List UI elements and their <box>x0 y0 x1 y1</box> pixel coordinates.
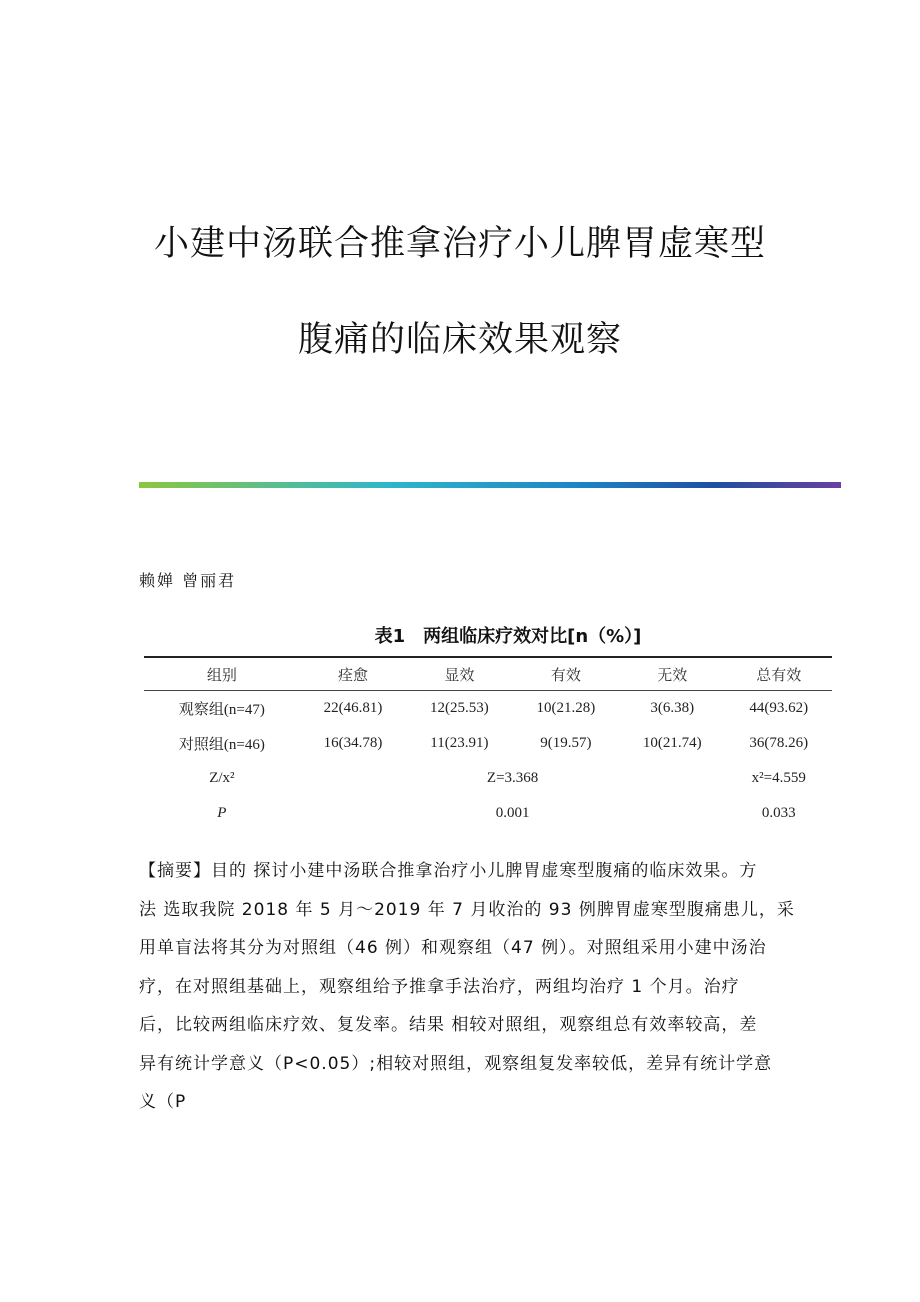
authors: 赖婵 曾丽君 <box>139 571 237 590</box>
efficacy-table <box>144 622 832 831</box>
table-cell: 9(19.57) <box>540 735 592 751</box>
abstract-line: 用单盲法将其分为对照组（46 例）和观察组（47 例）。对照组采用小建中汤治 <box>139 938 767 958</box>
abstract-line: 后，比较两组临床疗效、复发率。结果 相较对照组，观察组总有效率较高，差 <box>139 1015 758 1035</box>
stat-label: Z/x² <box>209 770 235 786</box>
table-cell: 10(21.74) <box>642 735 702 751</box>
stat-x2: x²=4.559 <box>751 770 806 786</box>
table-cell: 36(78.26) <box>749 735 809 751</box>
table-cell: 观察组(n=47) <box>178 702 265 718</box>
table-row <box>144 726 832 761</box>
table-caption: 表1 两组临床疗效对比[n（%）] <box>374 626 642 647</box>
table-cell: 对照组(n=46) <box>178 737 265 753</box>
p-value-2: 0.033 <box>761 805 796 821</box>
abstract-line: 【摘要】目的 探讨小建中汤联合推拿治疗小儿脾胃虚寒型腹痛的临床效果。方 <box>139 861 758 881</box>
header-effective: 有效 <box>550 667 581 684</box>
table-stat-row <box>144 761 832 796</box>
abstract-line: 义（P <box>139 1092 187 1112</box>
header-group: 组别 <box>206 667 237 684</box>
p-value-1: 0.001 <box>495 805 530 821</box>
gradient-divider <box>139 482 841 488</box>
table-cell: 3(6.38) <box>650 700 695 716</box>
abstract-line: 法 选取我院 2018 年 5 月～2019 年 7 月收治的 93 例脾胃虚寒型腹痛患儿，采 <box>139 899 795 920</box>
table-p-row <box>144 796 832 831</box>
table-cell: 10(21.28) <box>536 700 596 716</box>
table-header-row <box>144 658 832 691</box>
table-cell: 11(23.91) <box>430 735 489 751</box>
stat-z: Z=3.368 <box>486 770 539 786</box>
p-label: P <box>217 805 227 821</box>
header-total: 总有效 <box>756 667 802 684</box>
abstract-line: 疗，在对照组基础上，观察组给予推拿手法治疗，两组均治疗 1 个月。治疗 <box>139 976 740 997</box>
header-cured: 痊愈 <box>337 667 368 684</box>
table-cell: 22(46.81) <box>323 700 383 716</box>
table-cell: 12(25.53) <box>430 700 489 716</box>
abstract-line: 异有统计学意义（P<0.05）;相较对照组，观察组复发率较低，差异有统计学意 <box>139 1053 773 1074</box>
header-ineffective: 无效 <box>657 667 688 684</box>
title-line-1: 小建中汤联合推拿治疗小儿脾胃虚寒型 <box>153 224 766 264</box>
table-cell: 44(93.62) <box>749 700 809 716</box>
title-line-2: 腹痛的临床效果观察 <box>297 320 622 360</box>
abstract <box>139 852 795 1122</box>
header-marked: 显效 <box>444 667 475 684</box>
table-row <box>144 691 832 726</box>
table-cell: 16(34.78) <box>323 735 383 751</box>
